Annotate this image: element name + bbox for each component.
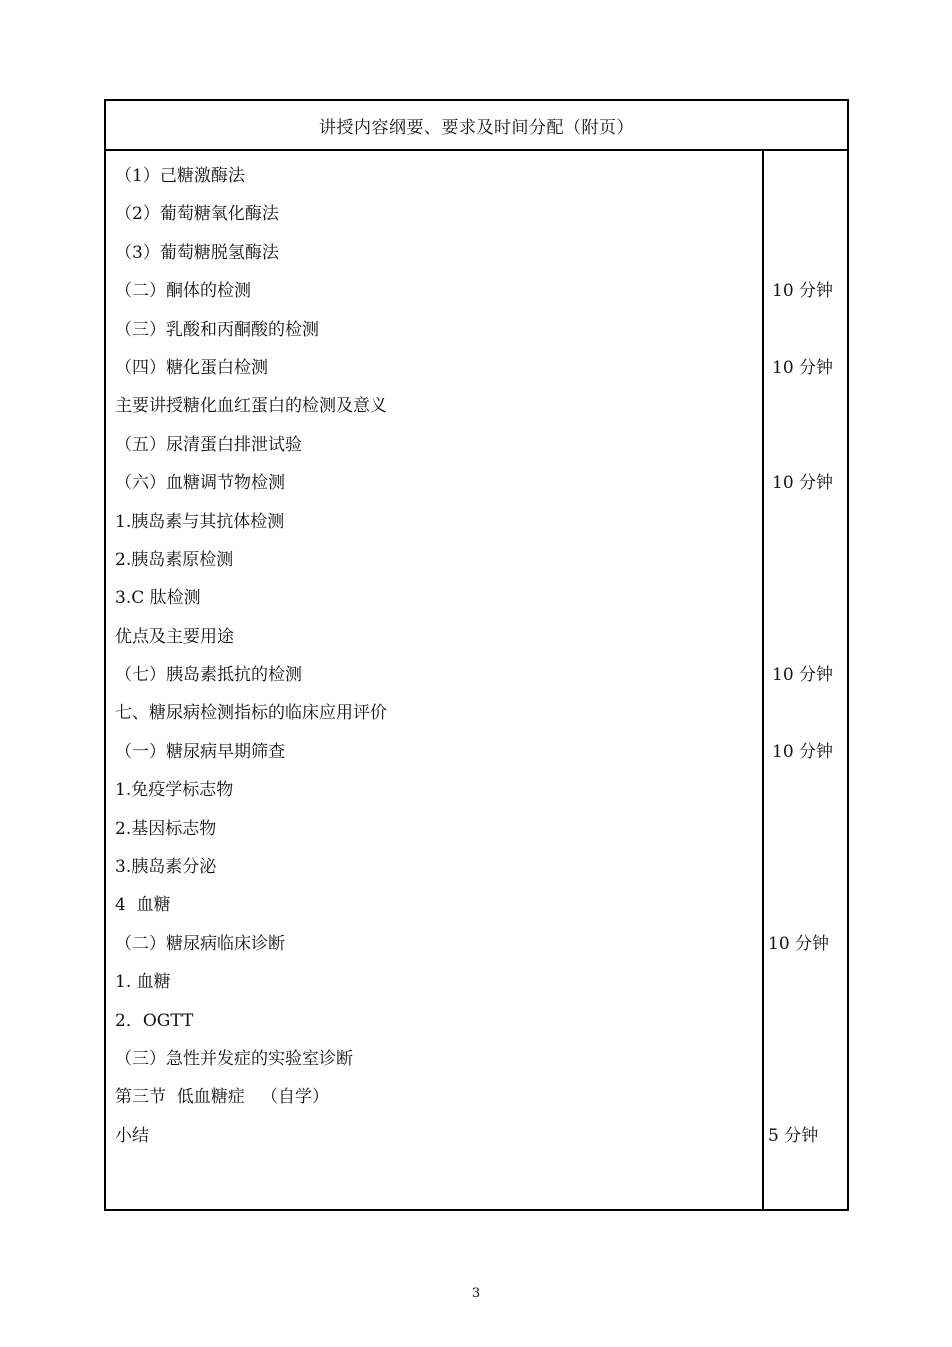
content-line: （三）乳酸和丙酮酸的检测 (115, 319, 319, 340)
content-line: （四）糖化蛋白检测 (115, 357, 268, 378)
time-allocation: 10 分钟 (772, 742, 834, 762)
page-number: 3 (471, 1286, 481, 1301)
content-line: （1）己糖激酶法 (115, 166, 245, 186)
content-line: 优点及主要用途 (115, 626, 234, 647)
content-line: （三）急性并发症的实验室诊断 (115, 1048, 353, 1069)
content-line: （二）糖尿病临床诊断 (115, 933, 285, 954)
content-line: 小结 (115, 1125, 149, 1146)
column-divider (762, 149, 764, 1211)
content-line: 七、糖尿病检测指标的临床应用评价 (115, 703, 387, 724)
time-allocation: 10 分钟 (772, 358, 834, 378)
time-allocation: 5 分钟 (768, 1126, 819, 1146)
content-line: 1. 血糖 (115, 972, 171, 993)
time-allocation: 10 分钟 (772, 473, 834, 494)
table-header: 讲授内容纲要、要求及时间分配（附页） (106, 101, 847, 151)
time-allocation: 10 分钟 (768, 934, 830, 954)
content-column (115, 161, 755, 1159)
content-line: （二）酮体的检测 (115, 281, 251, 302)
content-line: 2.胰岛素原检测 (115, 549, 234, 570)
content-line: 2.基因标志物 (115, 818, 217, 839)
content-line: 3.胰岛素分泌 (115, 857, 217, 878)
content-line: （2）葡萄糖氧化酶法 (115, 204, 279, 225)
content-line: （五）尿清蛋白排泄试验 (115, 434, 302, 455)
content-line: （七）胰岛素抵抗的检测 (115, 665, 302, 686)
content-line: 2．OGTT (115, 1010, 194, 1031)
time-allocation: 10 分钟 (772, 281, 834, 302)
content-line: （3）葡萄糖脱氢酶法 (115, 242, 279, 263)
content-line: 主要讲授糖化血红蛋白的检测及意义 (115, 396, 387, 417)
content-line: 3.C 肽检测 (115, 588, 201, 609)
content-line: 第三节 低血糖症 （自学） (115, 1087, 330, 1108)
content-line: 1.胰岛素与其抗体检测 (115, 511, 285, 532)
content-line: （六）血糖调节物检测 (115, 473, 285, 494)
content-line: （一）糖尿病早期筛查 (115, 741, 285, 762)
outline-table (104, 99, 849, 1211)
content-line: 1.免疫学标志物 (115, 780, 234, 801)
content-line: 4 血糖 (115, 895, 171, 916)
time-allocation: 10 分钟 (772, 665, 834, 686)
